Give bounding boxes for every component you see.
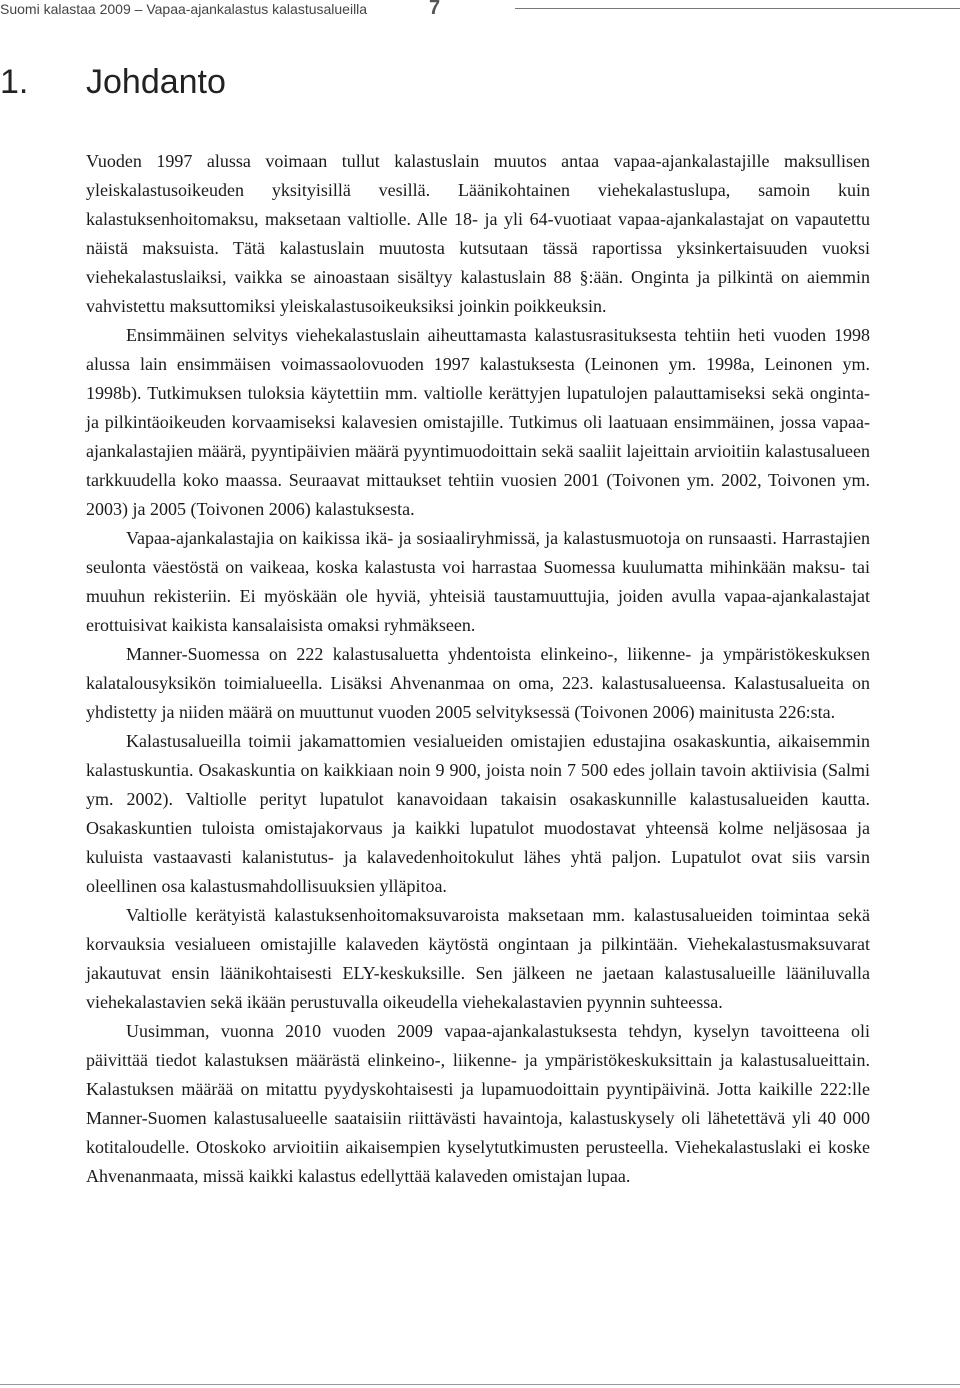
page-header [0,0,960,30]
running-title: Suomi kalastaa 2009 – Vapaa-ajankalastus kalastusalueilla [0,1,368,17]
page-number: 7 [429,0,441,19]
paragraph: Kalastusalueilla toimii jakamattomien vesialueiden omistajien edustajina osakaskuntia, aikaisemmin kalastuskuntia. Osakaskuntia on kaikkiaan noin 9 900, joista noin 7 500 edes jollain tavoin aktiivisia (Salmi ym. 2002). Valtiolle perityt lupatulot kanavoidaan takaisin osakaskunnille kalastusalueiden kautta. Osakaskuntien tuloista omistajakorvaus ja kaikki lupatulot muodostavat yhteensä kolme neljäsosaa ja kuluista vastaavasti kalanistutus- ja kalavedenhoitokulut lähes yhtä paljon. Lupatulot ovat siis varsin oleellinen osa kalastusmahdollisuuksien ylläpitoa. [86,731,870,896]
paragraph: Vuoden 1997 alussa voimaan tullut kalastuslain muutos antaa vapaa-ajankalastajille maksullisen yleiskalastusoikeuden yksityisillä vesillä. Läänikohtainen viehekalastuslupa, samoin kuin kalastuksenhoitomaksu, maksetaan valtiolle. Alle 18- ja yli 64-vuotiaat vapaa-ajankalastajat on vapautettu näistä maksuista. Tätä kalastuslain muutosta kutsutaan tässä raportissa yksinkertaisuuden vuoksi viehekalastuslaiksi, vaikka se ainoastaan sisältyy kalastuslain 88 §:ään. Onginta ja pilkintä on aiemmin vahvistettu maksuttomiksi yleiskalastusoikeuksiksi joinkin poikkeuksin. [86,151,870,316]
paragraph: Vapaa-ajankalastajia on kaikissa ikä- ja sosiaaliryhmissä, ja kalastusmuotoja on runsaasti. Harrastajien seulonta väestöstä on vaikeaa, koska kalastusta voi harrastaa Suomessa kuulumatta mihinkään maksu- tai muuhun rekisteriin. Ei myöskään ole hyviä, yhteisiä taustamuuttujia, joiden avulla vapaa-ajankalastajat erottuisivat kaikista kansalaisista omaksi ryhmäkseen. [86,528,870,635]
body-text [86,147,870,1191]
chapter-title-text: Johdanto [86,63,226,101]
chapter-title [0,60,226,104]
paragraph: Valtiolle kerätyistä kalastuksenhoitomaksuvaroista maksetaan mm. kalastusalueiden toimintaa sekä korvauksia vesialueen omistajille kalaveden käytöstä ongintaan ja pilkintään. Viehekalastusmaksuvarat jakautuvat ensin läänikohtaisesti ELY-keskuksille. Sen jälkeen ne jaetaan kalastusalueille lääniluvalla viehekalastavien sekä ikään perustuvalla oikeudella viehekalastavien pyynnin suhteessa. [86,905,870,1012]
chapter-number: 1. [0,63,29,101]
header-rule [515,8,960,9]
paragraph: Uusimman, vuonna 2010 vuoden 2009 vapaa-ajankalastuksesta tehdyn, kyselyn tavoitteena oli päivittää tiedot kalastuksen määrästä elinkeino-, liikenne- ja ympäristökeskuksittain ja kalastusalueittain. Kalastuksen määrää on mitattu pyydyskohtaisesti ja lupamuodoittain pyyntipäivinä. Jotta kaikille 222:lle Manner-Suomen kalastusalueelle saataisiin riittävästi havaintoja, kalastuskysely oli lähetettävä yli 40 000 kotitaloudelle. Otoskoko arvioitiin aikaisempien kyselytutkimusten perusteella. Viehekalastuslaki ei koske Ahvenanmaata, missä kaikki kalastus edellyttää kalaveden omistajan lupaa. [86,1021,870,1186]
paragraph: Ensimmäinen selvitys viehekalastuslain aiheuttamasta kalastusrasituksesta tehtiin heti vuoden 1998 alussa lain ensimmäisen voimassaolovuoden 1997 kalastuksesta (Leinonen ym. 1998a, Leinonen ym. 1998b). Tutkimuksen tuloksia käytettiin mm. valtiolle kerättyjen lupatulojen palauttamiseksi sekä onginta- ja pilkintäoikeuden korvaamiseksi kalavesien omistajille. Tutkimus oli laatuaan ensimmäinen, jossa vapaa-ajankalastajien määrä, pyyntipäivien määrä pyyntimuodoittain sekä saaliit lajeittain arvioitiin kalastusalueen tarkkuudella koko maassa. Seuraavat mittaukset tehtiin vuosien 2001 (Toivonen ym. 2002, Toivonen ym. 2003) ja 2005 (Toivonen 2006) kalastuksesta. [86,325,870,519]
paragraph: Manner-Suomessa on 222 kalastusaluetta yhdentoista elinkeino-, liikenne- ja ympäristökeskuksen kalatalousyksikön toimialueella. Lisäksi Ahvenanmaa on oma, 223. kalastusalueensa. Kalastusalueita on yhdistetty ja niiden määrä on muuttunut vuoden 2005 selvityksessä (Toivonen 2006) mainitusta 226:sta. [86,644,870,722]
footer-rule [0,1384,960,1385]
